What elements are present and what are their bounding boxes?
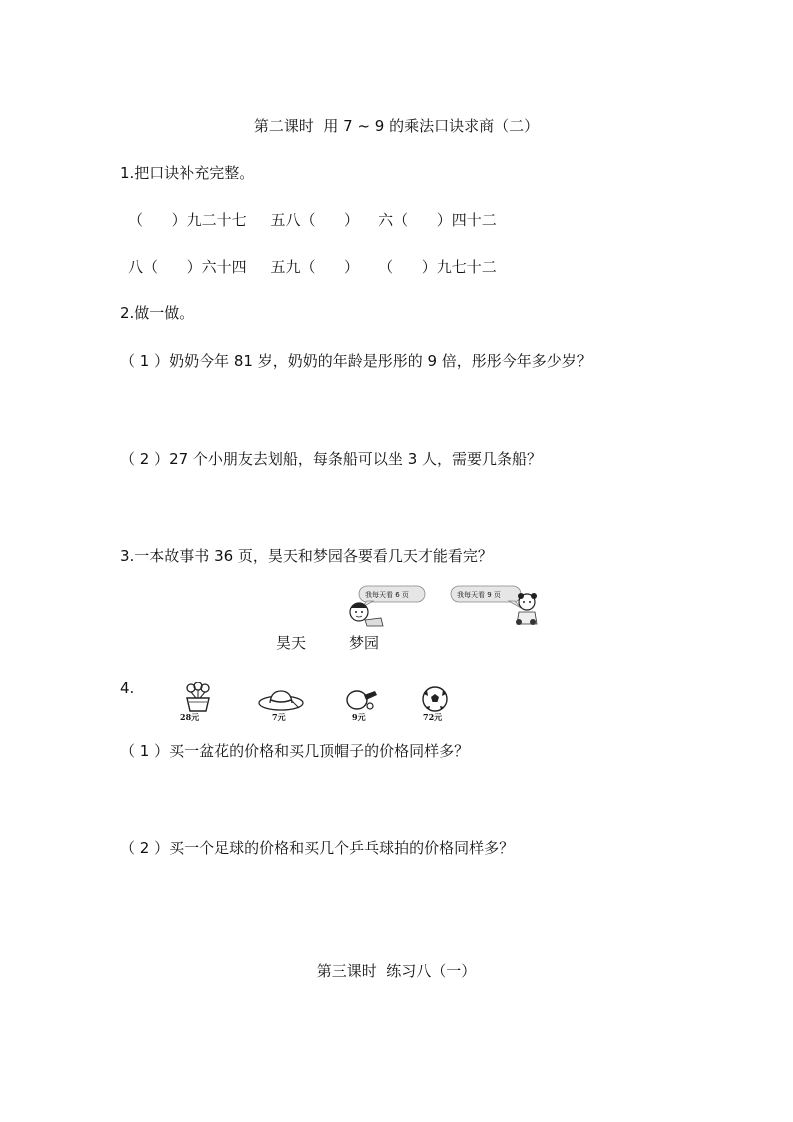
question-2-part-2: （ 2 ）27 个小朋友去划船，每条船可以坐 3 人，需要几条船？ — [120, 450, 543, 468]
question-4-part-1: （ 1 ）买一盆花的价格和买几顶帽子的价格同样多？ — [120, 742, 470, 760]
question-4-part-2: （ 2 ）买一个足球的价格和买几个乒乓球拍的价格同样多？ — [120, 839, 515, 857]
question-1-row-2: 八（ ）六十四 五九（ ） （ ）九七十二 — [128, 258, 497, 276]
soccer-ball-price: 72元 — [423, 712, 443, 722]
lesson-title: 第二课时 用 7 ~ 9 的乘法口诀求商（二） — [253, 117, 540, 135]
hat-price: 7元 — [272, 712, 286, 722]
question-4-heading: 4. — [120, 679, 135, 697]
haotian-illustration — [347, 584, 427, 628]
ping-pong-paddle-icon — [345, 688, 379, 712]
soccer-ball-icon — [418, 686, 452, 712]
question-2-heading: 2.做一做。 — [120, 304, 195, 322]
haotian-speech-bubble: 我每天看 6 页 — [365, 591, 409, 599]
flower-pot-icon — [180, 682, 216, 712]
question-1-row-1: （ ）九二十七 五八（ ） 六（ ）四十二 — [128, 211, 497, 229]
lesson-3-title: 第三课时 练习八（一） — [316, 962, 477, 980]
name-mengyuan: 梦园 — [349, 634, 380, 652]
mengyuan-speech-bubble: 我每天看 9 页 — [457, 591, 501, 599]
question-2-part-1: （ 1 ）奶奶今年 81 岁，奶奶的年龄是彤彤的 9 倍，彤彤今年多少岁？ — [120, 352, 592, 370]
flower-pot-price: 28元 — [180, 712, 200, 722]
question-3-heading: 3.一本故事书 36 页，昊天和梦园各要看几天才能看完？ — [120, 547, 493, 565]
question-1-heading: 1.把口诀补充完整。 — [120, 164, 255, 182]
hat-icon — [257, 688, 305, 712]
name-haotian: 昊天 — [276, 634, 307, 652]
mengyuan-illustration — [449, 584, 541, 628]
paddle-price: 9元 — [352, 712, 366, 722]
